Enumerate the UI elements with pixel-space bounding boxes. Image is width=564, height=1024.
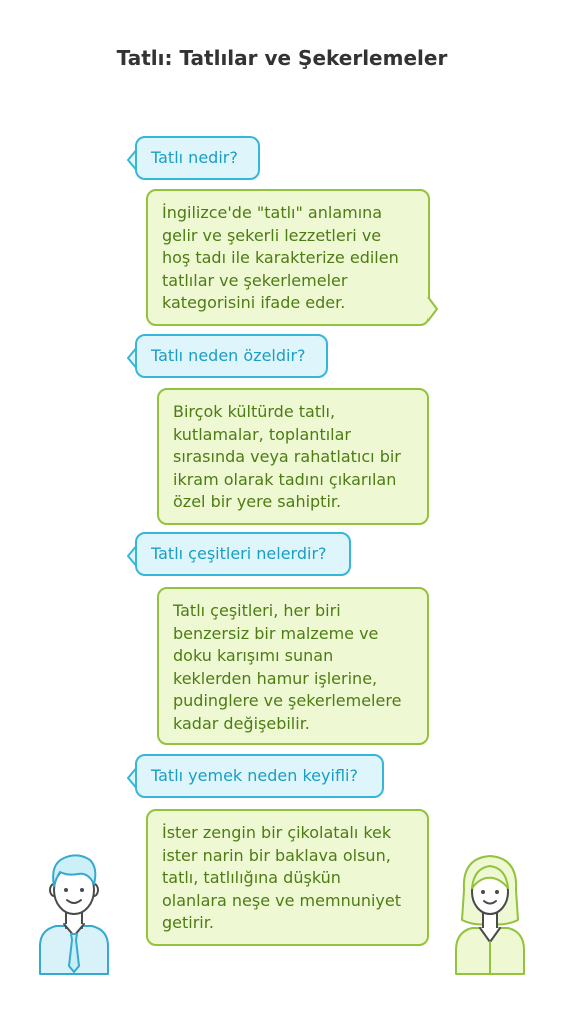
question-text-1: Tatlı nedir?	[151, 147, 238, 167]
answer-bubble-3	[157, 587, 429, 745]
woman-avatar-icon	[450, 850, 530, 978]
answer-line: getirir.	[162, 913, 214, 932]
answer-bubble-2	[157, 388, 429, 525]
page-title: Tatlı: Tatlılar ve Şekerlemeler	[116, 46, 448, 70]
answer-line: Tatlı çeşitleri, her biri	[173, 601, 341, 620]
answer-line: kutlamalar, toplantılar	[173, 424, 351, 444]
answer-line: ister narin bir baklava olsun,	[162, 845, 391, 865]
answer-line: hoş tadı ile karakterize edilen	[162, 248, 399, 267]
answer-bubble-tail	[427, 295, 441, 323]
answer-line: kategorisini ifade eder.	[162, 293, 346, 312]
question-bubble-1	[135, 136, 260, 180]
question-bubble-4	[135, 754, 384, 798]
question-bubble-2	[135, 334, 328, 378]
answer-line: benzersiz bir malzeme ve	[173, 623, 379, 643]
answer-bubble-4	[146, 809, 429, 946]
answer-line: olanlara neşe ve memnuniyet	[162, 890, 402, 910]
answer-line: keklerden hamur işlerine,	[173, 668, 378, 688]
answer-line: ikram olarak tadını çıkarılan	[173, 469, 397, 489]
answer-bubble-1	[146, 189, 430, 326]
answer-line: Birçok kültürde tatlı,	[173, 402, 336, 421]
answer-line: kadar değişebilir.	[173, 713, 310, 733]
answer-line: özel bir yere sahiptir.	[173, 492, 342, 511]
answer-line: pudinglere ve şekerlemelere	[173, 691, 402, 710]
man-avatar-icon	[34, 850, 114, 978]
question-bubble-3	[135, 532, 351, 576]
answer-line: gelir ve şekerli lezzetleri ve	[162, 225, 382, 245]
answer-line: sırasında veya rahatlatıcı bir	[173, 447, 401, 466]
answer-line: İngilizce'de "tatlı" anlamına	[162, 203, 383, 222]
question-text-4: Tatlı yemek neden keyifli?	[151, 765, 358, 785]
question-text-3: Tatlı çeşitleri nelerdir?	[151, 543, 327, 563]
answer-line: tatlılar ve şekerlemeler	[162, 270, 348, 290]
answer-line: İster zengin bir çikolatalı kek	[162, 823, 392, 842]
answer-line: doku karışımı sunan	[173, 646, 334, 665]
question-text-2: Tatlı neden özeldir?	[151, 345, 306, 365]
answer-line: tatlı, tatlılığına düşkün	[162, 868, 341, 887]
